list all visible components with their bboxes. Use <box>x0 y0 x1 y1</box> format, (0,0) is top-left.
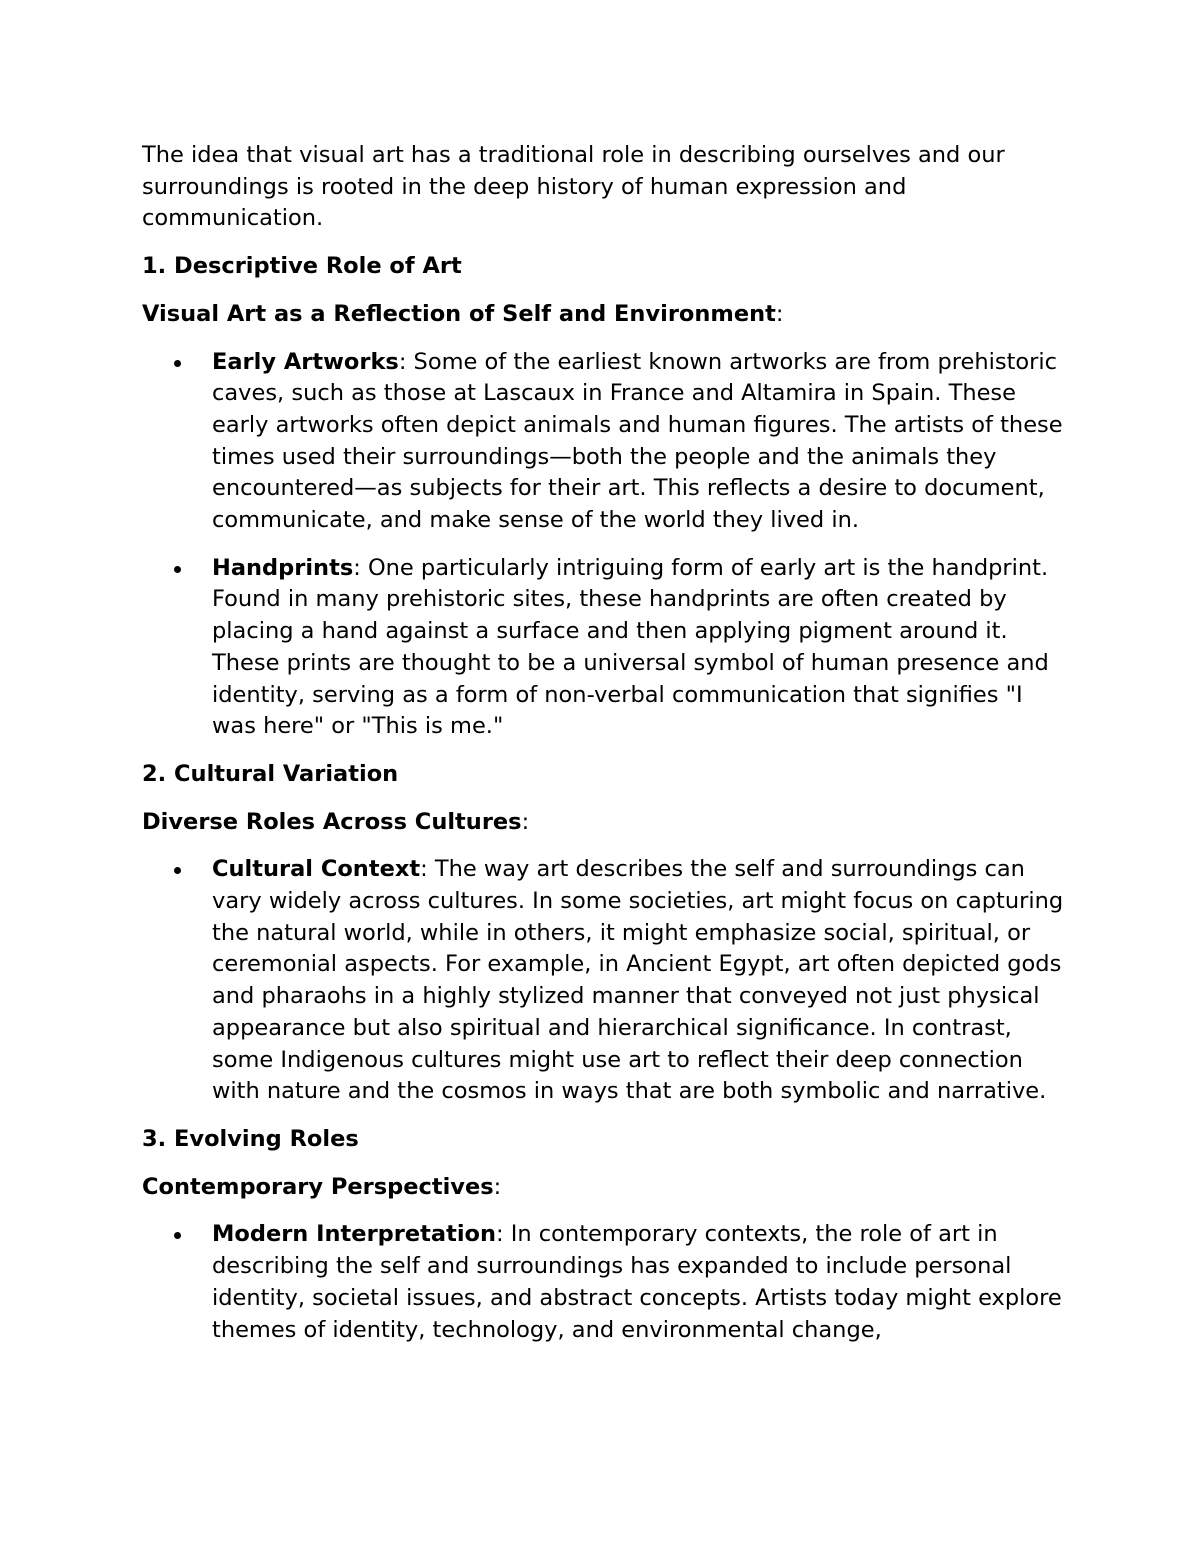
bullet-icon <box>174 867 181 874</box>
bullet-text: : One particularly intriguing form of early art is the handprint. Found in many prehistoric sites, these handprints are often created by placing a hand against a surface and then applying pigment around it. These prints are thought to be a universal symbol of human presence and identity, serving as a form of non-verbal communication that signifies "I was here" or "This is me." <box>212 554 1049 740</box>
bullet-term: Cultural Context <box>212 856 421 883</box>
subheading-text: Diverse Roles Across Cultures <box>142 808 522 835</box>
bullet-text: : Some of the earliest known artworks are from prehistoric caves, such as those at Lascaux in France and Altamira in Spain. These early artworks often depict animals and human figures. The artists of these times used their surroundings—both the people and the animals they encountered—as subjects for their art. This reflects a desire to document, communicate, and make sense of the world they lived in. <box>212 348 1063 534</box>
bullet-icon <box>174 1232 181 1239</box>
subheading-colon: : <box>493 1173 502 1200</box>
list-item <box>142 1219 1072 1346</box>
bullet-text: : In contemporary contexts, the role of art in describing the self and surroundings has expanded to include personal identity, societal issues, and abstract concepts. Artists today might explore themes of identity, technology, and environmental change, <box>212 1221 1062 1343</box>
section-heading-descriptive-role: 1. Descriptive Role of Art <box>142 253 462 280</box>
subheading-contemporary <box>142 1172 1072 1204</box>
bullet-list-evolving-roles <box>142 1219 1072 1346</box>
bullet-icon <box>174 566 181 573</box>
list-item <box>142 347 1072 537</box>
document-body <box>142 140 1072 1362</box>
list-item <box>142 854 1072 1108</box>
subheading-text: Visual Art as a Reflection of Self and Environment <box>142 300 776 327</box>
bullet-text: : The way art describes the self and surroundings can vary widely across cultures. In some societies, art might focus on capturing the natural world, while in others, it might emphasize social, spiritual, or ceremonial aspects. For example, in Ancient Egypt, art often depicted gods and pharaohs in a highly stylized manner that conveyed not just physical appearance but also spiritual and hierarchical significance. In contrast, some Indigenous cultures might use art to reflect their deep connection with nature and the cosmos in ways that are both symbolic and narrative. <box>212 856 1064 1105</box>
list-item <box>142 553 1072 743</box>
bullet-term: Handprints <box>212 554 354 581</box>
bullet-term: Early Artworks <box>212 348 399 375</box>
bullet-list-descriptive-role <box>142 347 1072 743</box>
subheading-colon: : <box>775 300 784 327</box>
bullet-icon <box>174 360 181 367</box>
section-heading-evolving-roles: 3. Evolving Roles <box>142 1125 359 1152</box>
bullet-list-cultural-variation <box>142 854 1072 1108</box>
intro-paragraph: The idea that visual art has a traditional role in describing ourselves and our surroundings is rooted in the deep history of human expression and communication. <box>142 142 1005 232</box>
section-heading-cultural-variation: 2. Cultural Variation <box>142 760 399 787</box>
subheading-text: Contemporary Perspectives <box>142 1173 494 1200</box>
subheading-reflection <box>142 299 1072 331</box>
bullet-term: Modern Interpretation <box>212 1221 497 1248</box>
subheading-colon: : <box>521 808 530 835</box>
subheading-diverse-roles <box>142 807 1072 839</box>
